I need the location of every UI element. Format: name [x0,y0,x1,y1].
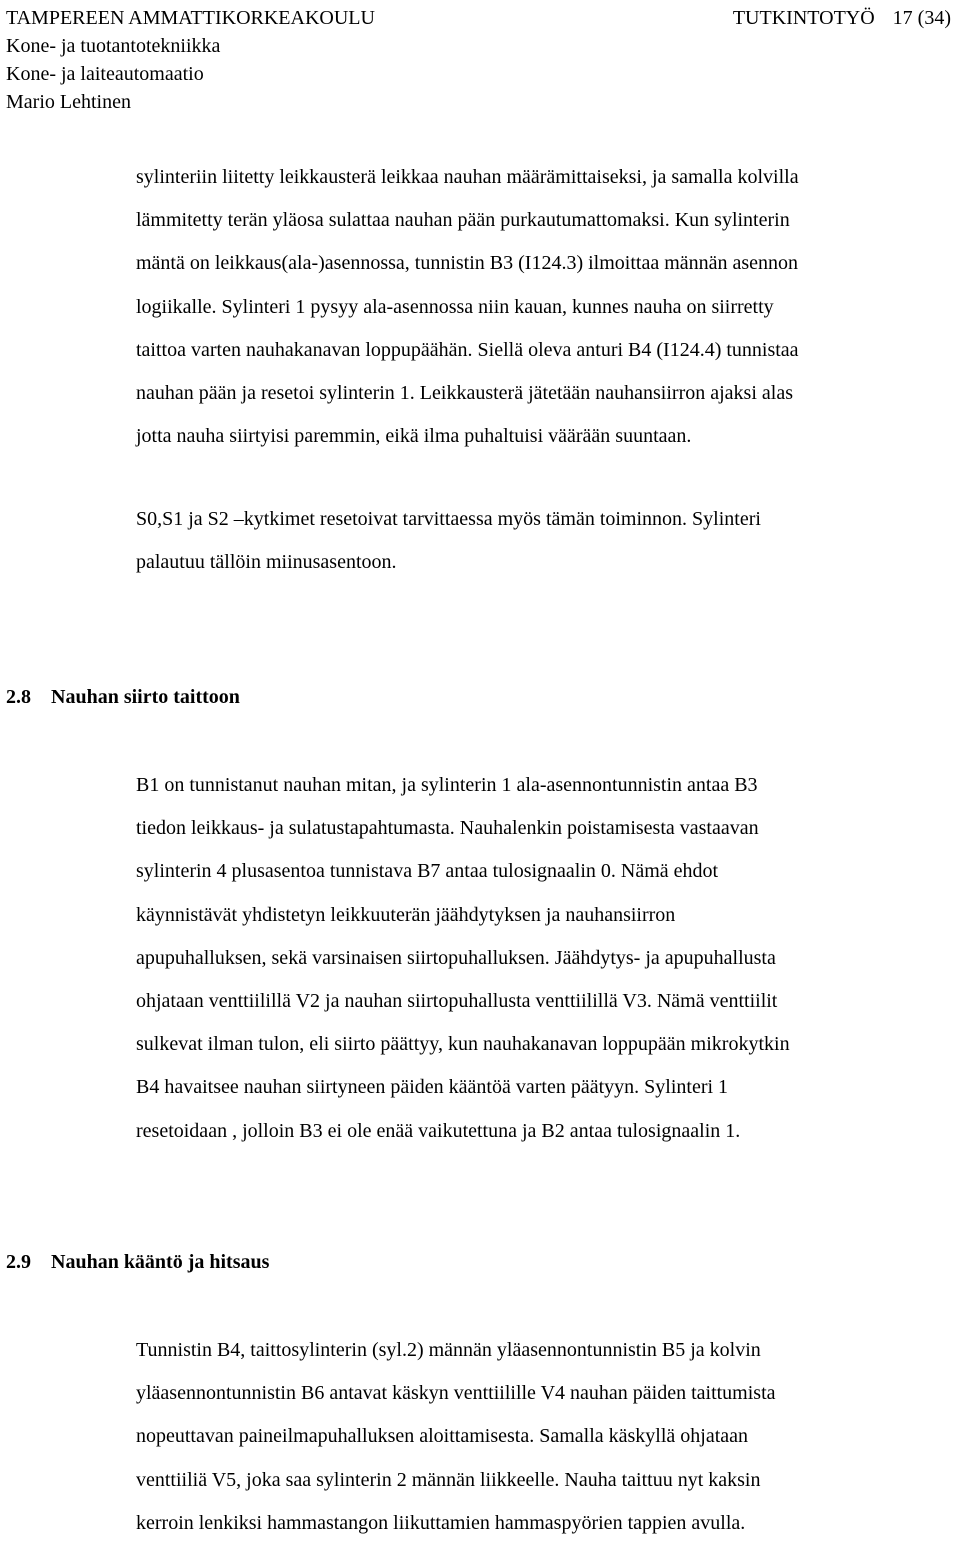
header-page-number: 17 (34) [892,7,951,29]
paragraph-turning-welding [136,1329,956,1545]
paragraph-line: jotta nauha siirtyisi paremmin, eikä ilma puhaltuisi väärään suuntaan. [136,425,692,448]
paragraph-line: tiedon leikkaus- ja sulatustapahtumasta. Nauhalenkin poistamisesta vastaavan [136,817,759,840]
paragraph-line: kerroin lenkiksi hammastangon liikuttamien hammaspyörien tappien avulla. [136,1511,746,1534]
paragraph-line: sylinterin 4 plusasentoa tunnistava B7 antaa tulosignaalin 0. Nämä ehdot [136,860,719,883]
paragraph-line: Tunnistin B4, taittosylinterin (syl.2) männän yläasennontunnistin B5 ja kolvin [136,1339,761,1361]
paragraph-line: resetoidaan , jolloin B3 ei ole enää vaikutettuna ja B2 antaa tulosignaalin 1. [136,1119,741,1142]
paragraph-line: S0,S1 ja S2 –kytkimet resetoivat tarvittaessa myös tämän toiminnon. Sylinteri [136,508,761,530]
section-title: Nauhan kääntö ja hitsaus [51,1251,270,1273]
paragraph-line: sylinteriin liitetty leikkausterä leikkaa nauhan määrämittaiseksi, ja samalla kolvilla [136,166,799,188]
paragraph-line: palautuu tällöin miinusasentoon. [136,551,397,574]
paragraph-reset-switches [136,498,956,584]
paragraph-line: yläasennontunnistin B6 antavat käskyn venttiilille V4 nauhan päiden taittumista [136,1382,776,1405]
paragraph-line: apupuhalluksen, sekä varsinaisen siirtopuhalluksen. Jäähdytys- ja apupuhallusta [136,946,776,969]
section-title: Nauhan siirto taittoon [51,686,240,708]
paragraph-line: venttiiliä V5, joka saa sylinterin 2 männän liikkeelle. Nauha taittuu nyt kaksin [136,1468,761,1491]
header-right-group [733,4,951,32]
paragraph-line: B4 havaitsee nauhan siirtyneen päiden kääntöä varten päätyyn. Sylinteri 1 [136,1076,729,1099]
paragraph-line: käynnistävät yhdistetyn leikkuuterän jäähdytyksen ja nauhansiirron [136,903,676,926]
section-number: 2.9 [6,1251,31,1273]
paragraph-line: nauhan pään ja resetoi sylinterin 1. Leikkausterä jätetään nauhansiirron ajaksi alas [136,382,793,405]
page-header [6,4,951,116]
paragraph-line: logiikalle. Sylinteri 1 pysyy ala-asennossa niin kauan, kunnes nauha on siirretty [136,295,774,318]
section-number: 2.8 [6,686,31,708]
paragraph-line: lämmitetty terän yläosa sulattaa nauhan pään purkautumattomaksi. Kun sylinterin [136,209,790,232]
header-top-row [6,4,951,32]
header-author: Mario Lehtinen [6,91,131,113]
paragraph-line: taittoa varten nauhakanavan loppupäähän. Siellä oleva anturi B4 (I124.4) tunnistaa [136,338,799,361]
header-institution: TAMPEREEN AMMATTIKORKEAKOULU [6,7,375,29]
paragraph-line: B1 on tunnistanut nauhan mitan, ja sylinterin 1 ala-asennontunnistin antaa B3 [136,774,758,796]
paragraph-cutting [136,156,956,458]
paragraph-line: mäntä on leikkaus(ala-)asennossa, tunnistin B3 (I124.3) ilmoittaa männän asennon [136,252,799,275]
paragraph-line: nopeuttavan paineilmapuhalluksen aloittamisesta. Samalla käskyllä ohjataan [136,1425,749,1448]
paragraph-transfer [136,764,956,1153]
paragraph-line: sulkevat ilman tulon, eli siirto päättyy, kun nauhakanavan loppupään mikrokytkin [136,1033,790,1056]
header-doc-type: TUTKINTOTYÖ [732,7,875,29]
header-department: Kone- ja tuotantotekniikka [6,35,221,57]
paragraph-line: ohjataan venttiilillä V2 ja nauhan siirtopuhallusta venttiilillä V3. Nämä venttiilit [136,990,778,1013]
section-heading-2-9 [6,1248,906,1276]
header-program: Kone- ja laiteautomaatio [6,63,204,85]
section-heading-2-8 [6,683,906,711]
